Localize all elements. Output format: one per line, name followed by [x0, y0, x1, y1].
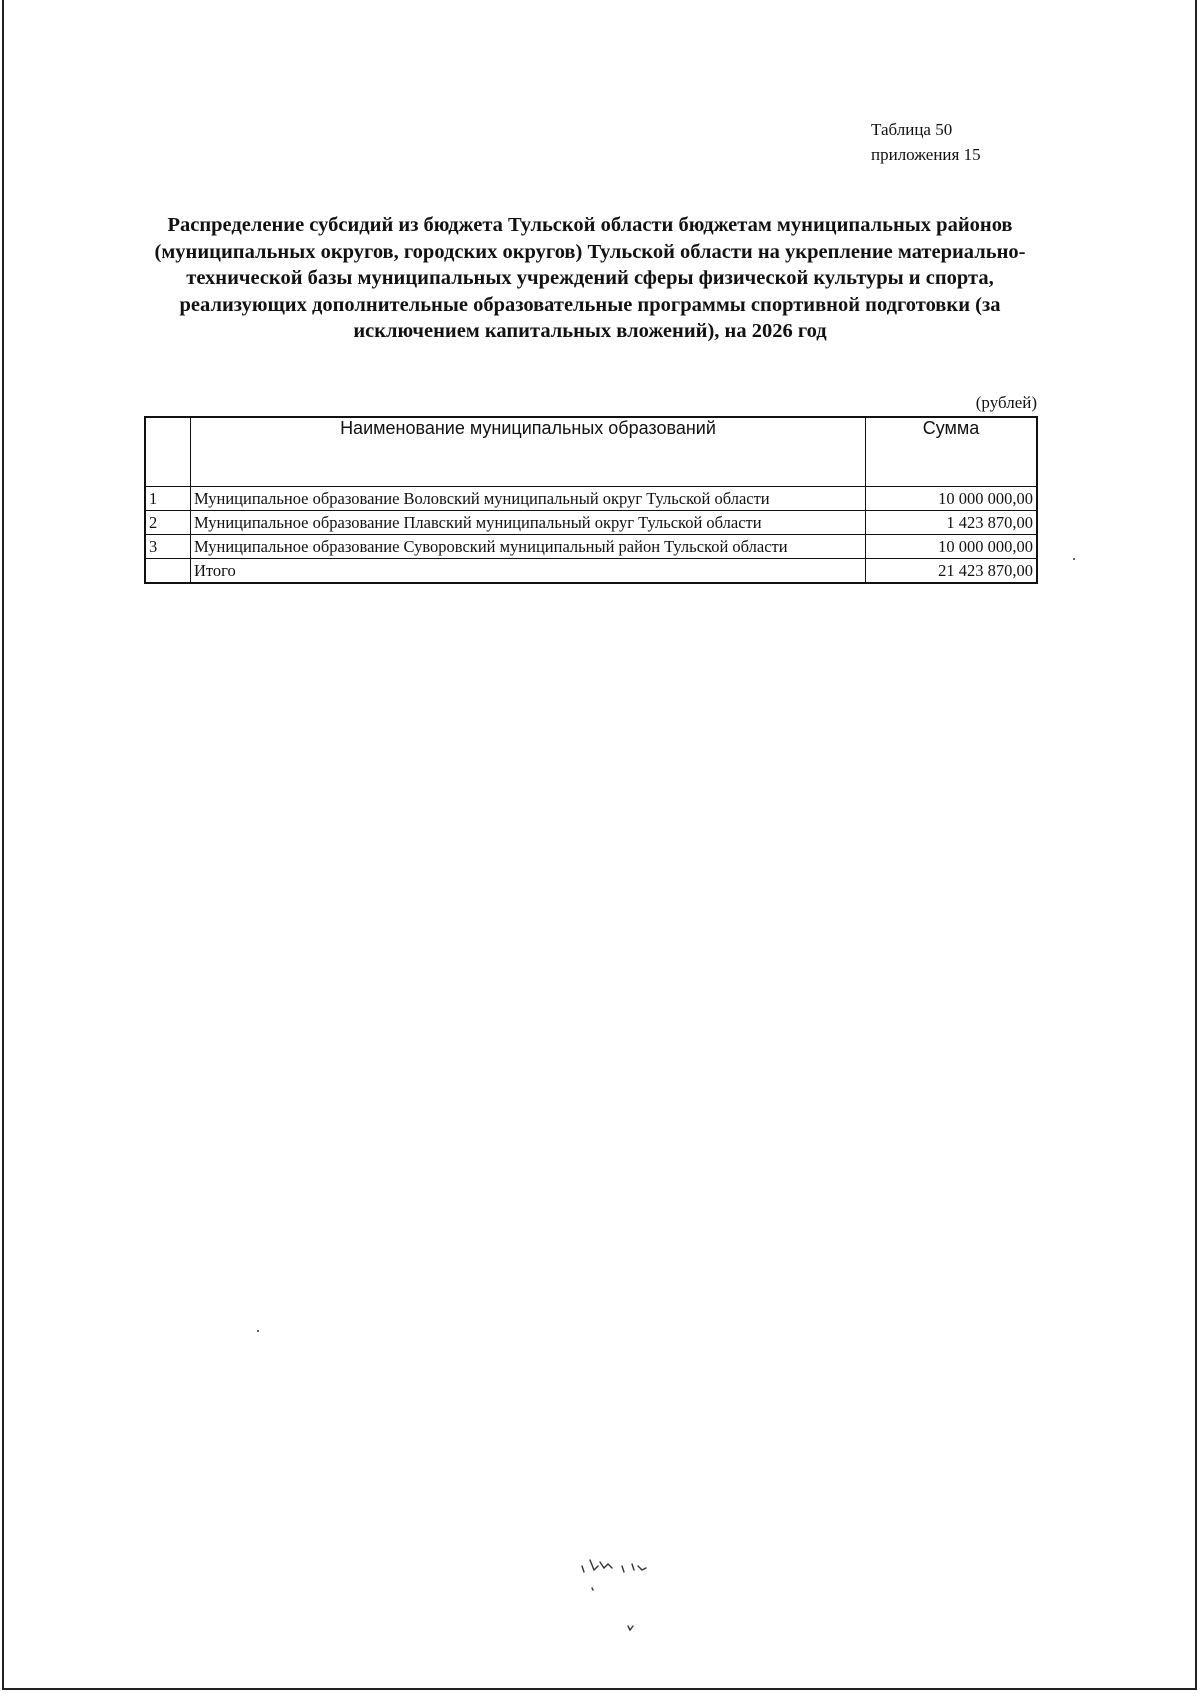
total-row [145, 559, 1037, 584]
row-name: Муниципальное образование Воловский муниципальный округ Тульской области [191, 487, 866, 511]
appendix-label: приложения 15 [871, 145, 981, 164]
table-row [145, 511, 1037, 535]
header-sum: Сумма [866, 417, 1038, 487]
row-sum: 10 000 000,00 [866, 535, 1038, 559]
table-row [145, 487, 1037, 511]
initials-mark-icon [578, 1548, 698, 1638]
row-sum: 10 000 000,00 [866, 487, 1038, 511]
row-sum: 1 423 870,00 [866, 511, 1038, 535]
header-name: Наименование муниципальных образований [191, 417, 866, 487]
row-name: Муниципальное образование Суворовский муниципальный район Тульской области [191, 535, 866, 559]
distribution-table [144, 416, 1038, 584]
header-number [145, 417, 191, 487]
row-number: 2 [145, 511, 191, 535]
total-label: Итого [191, 559, 866, 584]
row-number: 3 [145, 535, 191, 559]
document-title: Распределение субсидий из бюджета Тульской области бюджетам муниципальных районов (муниципальных округов, городских округов) Тульской области на укрепление материально-технической базы муниципальных учреждений сферы физической культуры и спорта, реализующих дополнительные образовательные программы спортивной подготовки (за исключением капитальных вложений), на 2026 год [154, 214, 1026, 342]
total-number [145, 559, 191, 584]
scan-speck [257, 1330, 259, 1332]
row-name: Муниципальное образование Плавский муниципальный округ Тульской области [191, 511, 866, 535]
table-number: Таблица 50 [871, 120, 953, 139]
units-label: (рублей) [975, 393, 1037, 412]
row-number: 1 [145, 487, 191, 511]
table-header-row [145, 417, 1037, 487]
table-reference [871, 117, 981, 167]
table-row [145, 535, 1037, 559]
scan-speck [1073, 558, 1075, 560]
total-sum: 21 423 870,00 [866, 559, 1038, 584]
